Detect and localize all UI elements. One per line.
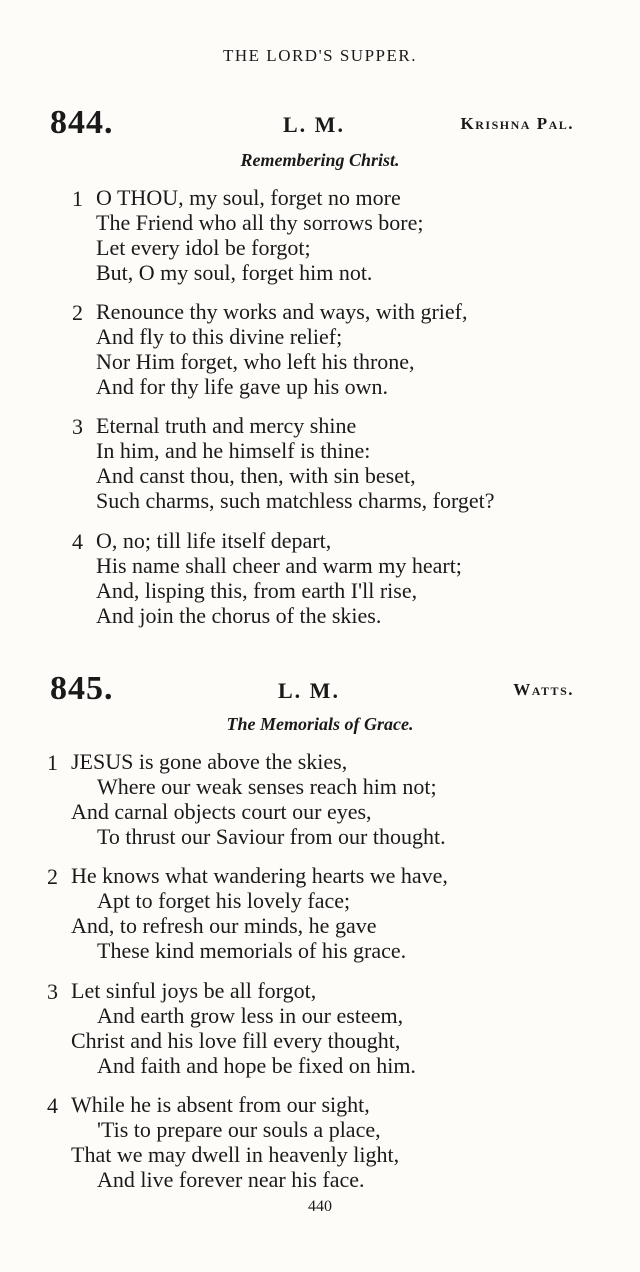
hymn-author: Watts.	[513, 680, 574, 699]
running-head: THE LORD'S SUPPER.	[223, 46, 417, 65]
page-number: 440	[308, 1198, 332, 1215]
verse-line: But, O my soul, forget him not.	[96, 260, 373, 285]
hymn-number: 845.	[50, 670, 114, 707]
verse-line: In him, and he himself is thine:	[96, 438, 371, 463]
verse-line: And carnal objects court our eyes,	[71, 799, 372, 824]
hymn-subtitle: Remembering Christ.	[240, 150, 400, 170]
verse-line: His name shall cheer and warm my heart;	[96, 553, 462, 578]
hymn-meter: L. M.	[278, 678, 340, 703]
hymn-meter: L. M.	[283, 112, 345, 137]
verse-number: 3	[47, 979, 58, 1004]
verse-line: And, to refresh our minds, he gave	[71, 913, 377, 938]
verse-line: Eternal truth and mercy shine	[96, 413, 357, 438]
verse-number: 1	[47, 750, 58, 775]
verse-line: And for thy life gave up his own.	[96, 374, 389, 399]
verse-line: And fly to this divine relief;	[96, 324, 343, 349]
verse-line: Christ and his love fill every thought,	[71, 1028, 401, 1053]
verse-line: That we may dwell in heavenly light,	[71, 1142, 400, 1167]
verse-line: Let every idol be forgot;	[96, 235, 311, 260]
verse-line: And join the chorus of the skies.	[96, 603, 382, 628]
verse-line: And faith and hope be fixed on him.	[97, 1053, 416, 1078]
verse-line: And earth grow less in our esteem,	[97, 1003, 404, 1028]
hymn-author: Krishna Pal.	[460, 114, 574, 133]
verse-number: 3	[72, 414, 83, 439]
hymn-number: 844.	[50, 104, 114, 141]
verse-line: Where our weak senses reach him not;	[97, 774, 437, 799]
verse-number: 4	[72, 529, 83, 554]
hymn-844-header	[0, 104, 640, 141]
hymn-subtitle: The Memorials of Grace.	[226, 714, 414, 734]
verse-line: Such charms, such matchless charms, forget?	[96, 488, 495, 513]
verse-number: 2	[47, 864, 58, 889]
verse-line: He knows what wandering hearts we have,	[71, 863, 448, 888]
verse-line: While he is absent from our sight,	[71, 1092, 370, 1117]
verse-number: 2	[72, 300, 83, 325]
verse-line: And canst thou, then, with sin beset,	[96, 463, 416, 488]
verse-line: Let sinful joys be all forgot,	[71, 978, 317, 1003]
hymn-845-header	[0, 670, 640, 707]
verse-line: And live forever near his face.	[97, 1167, 365, 1192]
verse-line: O THOU, my soul, forget no more	[96, 185, 401, 210]
verse-line: Renounce thy works and ways, with grief,	[96, 299, 468, 324]
verse-line: These kind memorials of his grace.	[97, 938, 407, 963]
verse-line: The Friend who all thy sorrows bore;	[96, 210, 424, 235]
verse-line: JESUS is gone above the skies,	[71, 749, 348, 774]
verse-line: To thrust our Saviour from our thought.	[97, 824, 446, 849]
verse-line: And, lisping this, from earth I'll rise,	[96, 578, 418, 603]
verse-number: 1	[72, 186, 83, 211]
verse-number: 4	[47, 1093, 58, 1118]
verse-line: O, no; till life itself depart,	[96, 528, 332, 553]
verse-line: Apt to forget his lovely face;	[97, 888, 351, 913]
verse-line: 'Tis to prepare our souls a place,	[97, 1117, 381, 1142]
verse-line: Nor Him forget, who left his throne,	[96, 349, 415, 374]
